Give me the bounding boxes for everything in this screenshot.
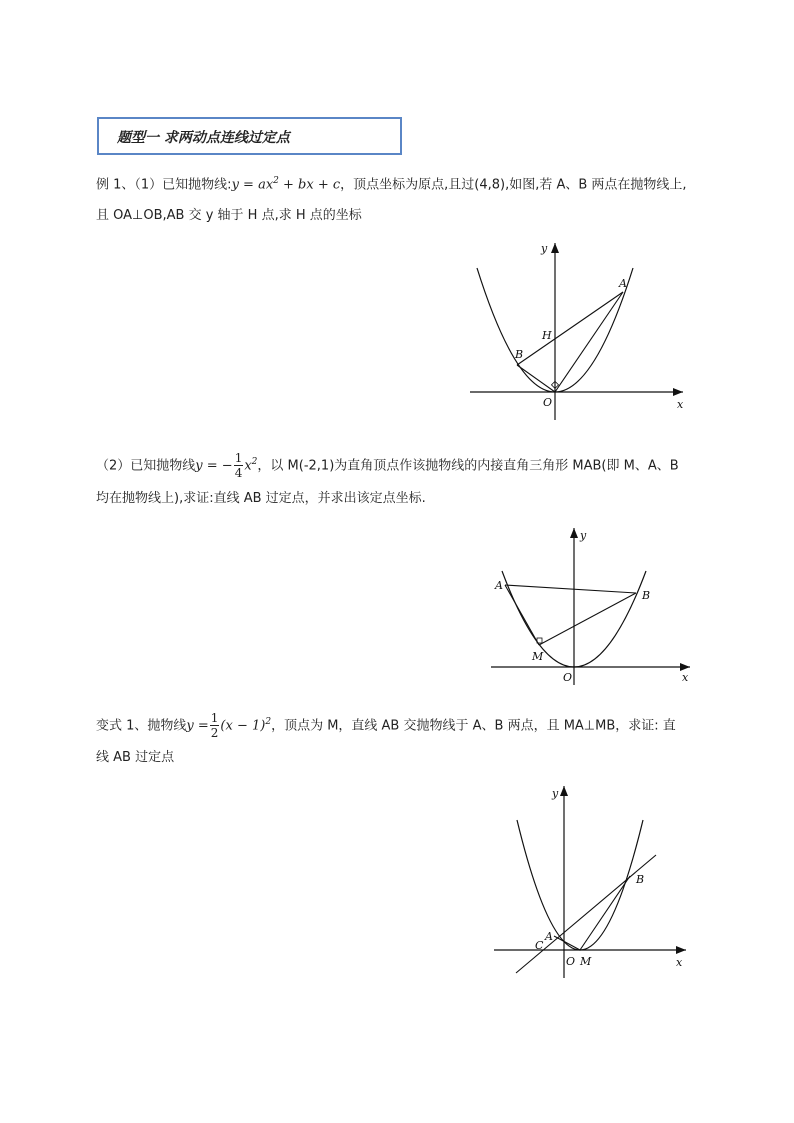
figure1-label-A: A	[619, 277, 627, 290]
part2-suffix: ，以 M(-2,1)为直角顶点作该抛物线的内接直角三角形 MAB(即 M、A、B	[257, 458, 679, 474]
part2-formula-rest: x	[244, 458, 252, 474]
figure3-x-arrow	[676, 946, 686, 954]
example1-prefix: 例 1、（1）已知抛物线:	[96, 177, 232, 193]
variant1-prefix: 变式 1、抛物线	[96, 718, 187, 734]
superscript: 2	[251, 457, 258, 467]
figure1-label-y: y	[541, 242, 548, 255]
figure2-y-arrow	[570, 528, 578, 538]
figure2-label-x: x	[682, 671, 689, 684]
example1-part2-line1	[96, 448, 679, 480]
section-title-box	[97, 117, 402, 155]
variant1-suffix: ，顶点为 M，直线 AB 交抛物线于 A、B 两点，且 MA⊥MB，求证: 直	[271, 718, 676, 734]
variant1-formula-lhs: y =	[186, 718, 209, 734]
figure1-segment-OA	[555, 292, 623, 392]
figure2-label-y: y	[580, 529, 587, 542]
figure1-segment-OB	[517, 365, 555, 392]
superscript: 2	[265, 717, 272, 727]
figure3-label-C: C	[535, 939, 544, 952]
figure3-y-arrow	[560, 786, 568, 796]
figure3-label-y: y	[552, 787, 559, 800]
formula-rest: + bx + c	[278, 177, 341, 193]
figure2-parabola-graph	[488, 525, 698, 690]
figure1-label-x: x	[677, 398, 684, 411]
figure2-segment-AM	[505, 585, 539, 645]
figure2-x-arrow	[680, 663, 690, 671]
part2-prefix: （2）已知抛物线	[96, 458, 196, 474]
example1-part1-line2: 且 OA⊥OB,AB 交 y 轴于 H 点,求 H 点的坐标	[96, 208, 362, 223]
figure1-label-B: B	[515, 348, 524, 361]
example1-part2-line2: 均在抛物线上),求证:直线 AB 过定点，并求出该定点坐标.	[96, 491, 426, 506]
figure1-x-arrow	[673, 388, 683, 396]
fraction-one-quarter: $\frac{1}{4}$	[234, 451, 243, 481]
figure2-label-A: A	[495, 579, 503, 592]
figure3-parabola-graph	[490, 783, 695, 983]
figure2-segment-MB	[539, 593, 636, 645]
figure2-label-M: M	[532, 650, 544, 663]
example1-suffix: ，顶点坐标为原点,且过(4,8),如图,若 A、B 两点在抛物线上,	[340, 177, 687, 193]
figure1-segment-AB	[517, 292, 623, 365]
figure2-segment-AB	[505, 585, 636, 593]
figure3-label-A: A	[545, 930, 553, 943]
figure1-label-H: H	[542, 329, 552, 342]
variant1-formula-rest: (x − 1)	[220, 718, 266, 734]
figure3-label-O: O	[566, 955, 576, 968]
figure3-label-B: B	[636, 873, 645, 886]
variant1-line2: 线 AB 过定点	[96, 750, 175, 765]
fraction-one-half: $\frac{1}{2}$	[210, 711, 219, 741]
figure3-segment-MA	[554, 936, 580, 950]
figure2-label-B: B	[642, 589, 651, 602]
part2-formula-lhs: y = −	[195, 458, 233, 474]
figure1-y-arrow	[551, 243, 559, 253]
figure3-label-x: x	[676, 956, 683, 969]
figure1-parabola-graph	[465, 240, 705, 420]
superscript: 2	[273, 176, 279, 186]
example1-part1-line1	[96, 172, 687, 194]
formula-lhs: y = ax	[231, 177, 274, 193]
section-title: 题型一 求两动点连线过定点	[117, 130, 290, 146]
figure2-label-O: O	[563, 671, 573, 684]
variant1-line1	[96, 706, 676, 742]
figure1-label-O: O	[543, 396, 553, 409]
figure3-label-M: M	[580, 955, 592, 968]
